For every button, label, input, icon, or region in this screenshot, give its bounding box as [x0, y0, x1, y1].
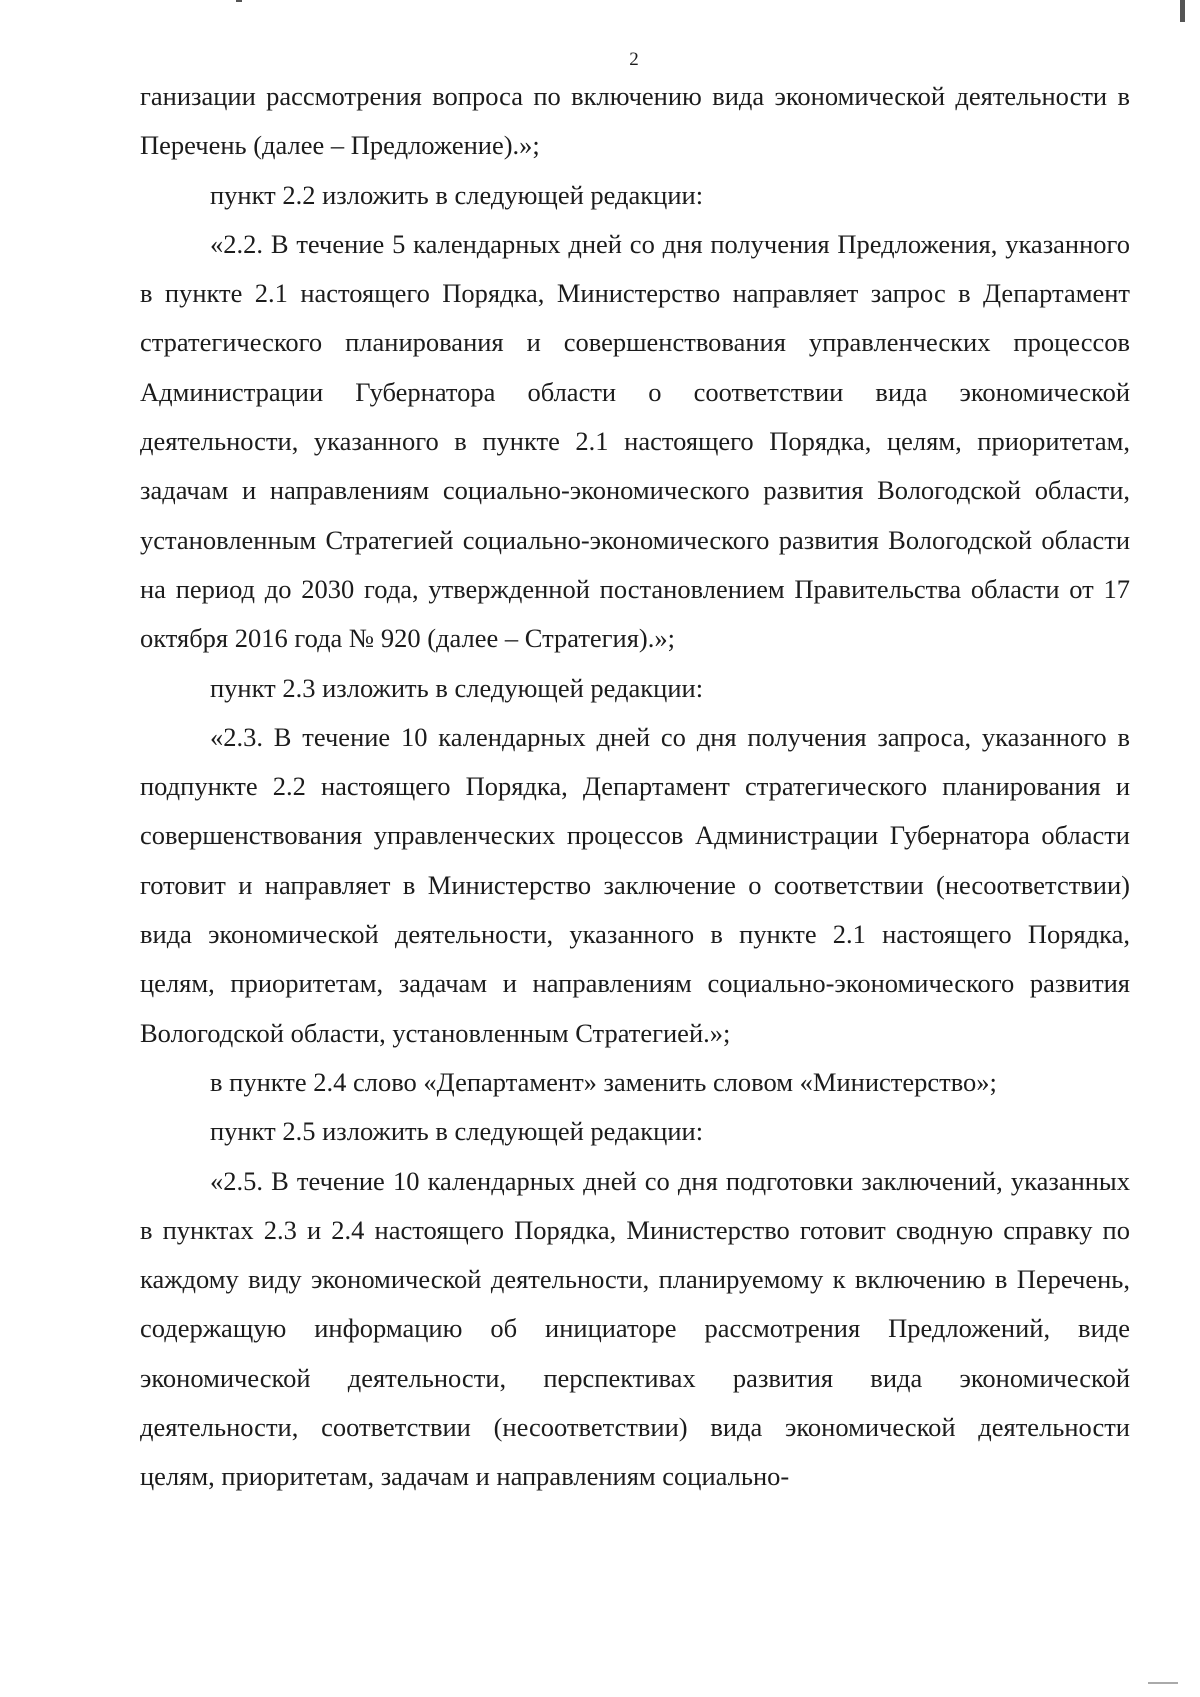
paragraph-amend-2-5: пункт 2.5 изложить в следующей редакции:	[210, 1116, 704, 1147]
paragraph-amend-2-4: в пункте 2.4 слово «Департамент» заменить словом «Министерство»;	[210, 1066, 997, 1097]
paragraph-clause-2-5: «2.5. В течение 10 календарных дней со дня подготовки заключений, указанных в пунктах 2.3 и 2.4 настоящего Порядка, Министерство готовит сводную справку по каждому виду экономической деятельности, планируемому к включению в Перечень, содержащую информацию об инициаторе рассмотрения Предложений, виде экономической деятельности, перспективах развития вида экономической деятельности, соответствии (несоответствии) вида экономической деятельности целям, приоритетам, задачам и направлениям социально-	[140, 1165, 1130, 1492]
scan-artifact-bottom-right	[1148, 1682, 1178, 1684]
page-number: 2	[629, 49, 639, 70]
paragraph-amend-2-3: пункт 2.3 изложить в следующей редакции:	[210, 672, 704, 703]
paragraph-clause-2-3: «2.3. В течение 10 календарных дней со дня получения запроса, указанного в подпункте 2.2 настоящего Порядка, Департамент стратегического планирования и совершенствования управленческих процессов Администрации Губернатора области готовит и направляет в Министерство заключение о соответствии (несоответствии) вида экономической деятельности, указанного в пункте 2.1 настоящего Порядка, целям, приоритетам, задачам и направлениям социально-экономического развития Вологодской области, установленным Стратегией.»;	[140, 721, 1130, 1048]
document-body	[140, 72, 1130, 1502]
scan-artifact-top-right	[1180, 0, 1185, 22]
scan-artifact-top	[236, 0, 242, 2]
paragraph-amend-2-2: пункт 2.2 изложить в следующей редакции:	[210, 179, 704, 210]
paragraph-clause-2-2: «2.2. В течение 5 календарных дней со дня получения Предложения, указанного в пункте 2.1 настоящего Порядка, Министерство направляет запрос в Департамент стратегического планирования и совершенствования управленческих процессов Администрации Губернатора области о соответствии вида экономической деятельности, указанного в пункте 2.1 настоящего Порядка, целям, приоритетам, задачам и направлениям социально-экономического развития Вологодской области, установленным Стратегией социально-экономического развития Вологодской области на период до 2030 года, утвержденной постановлением Правительства области от 17 октября 2016 года № 920 (далее – Стратегия).»;	[140, 228, 1130, 654]
paragraph-continuation: ганизации рассмотрения вопроса по включению вида экономической деятельности в Перечень (далее – Предложение).»;	[140, 81, 1130, 161]
